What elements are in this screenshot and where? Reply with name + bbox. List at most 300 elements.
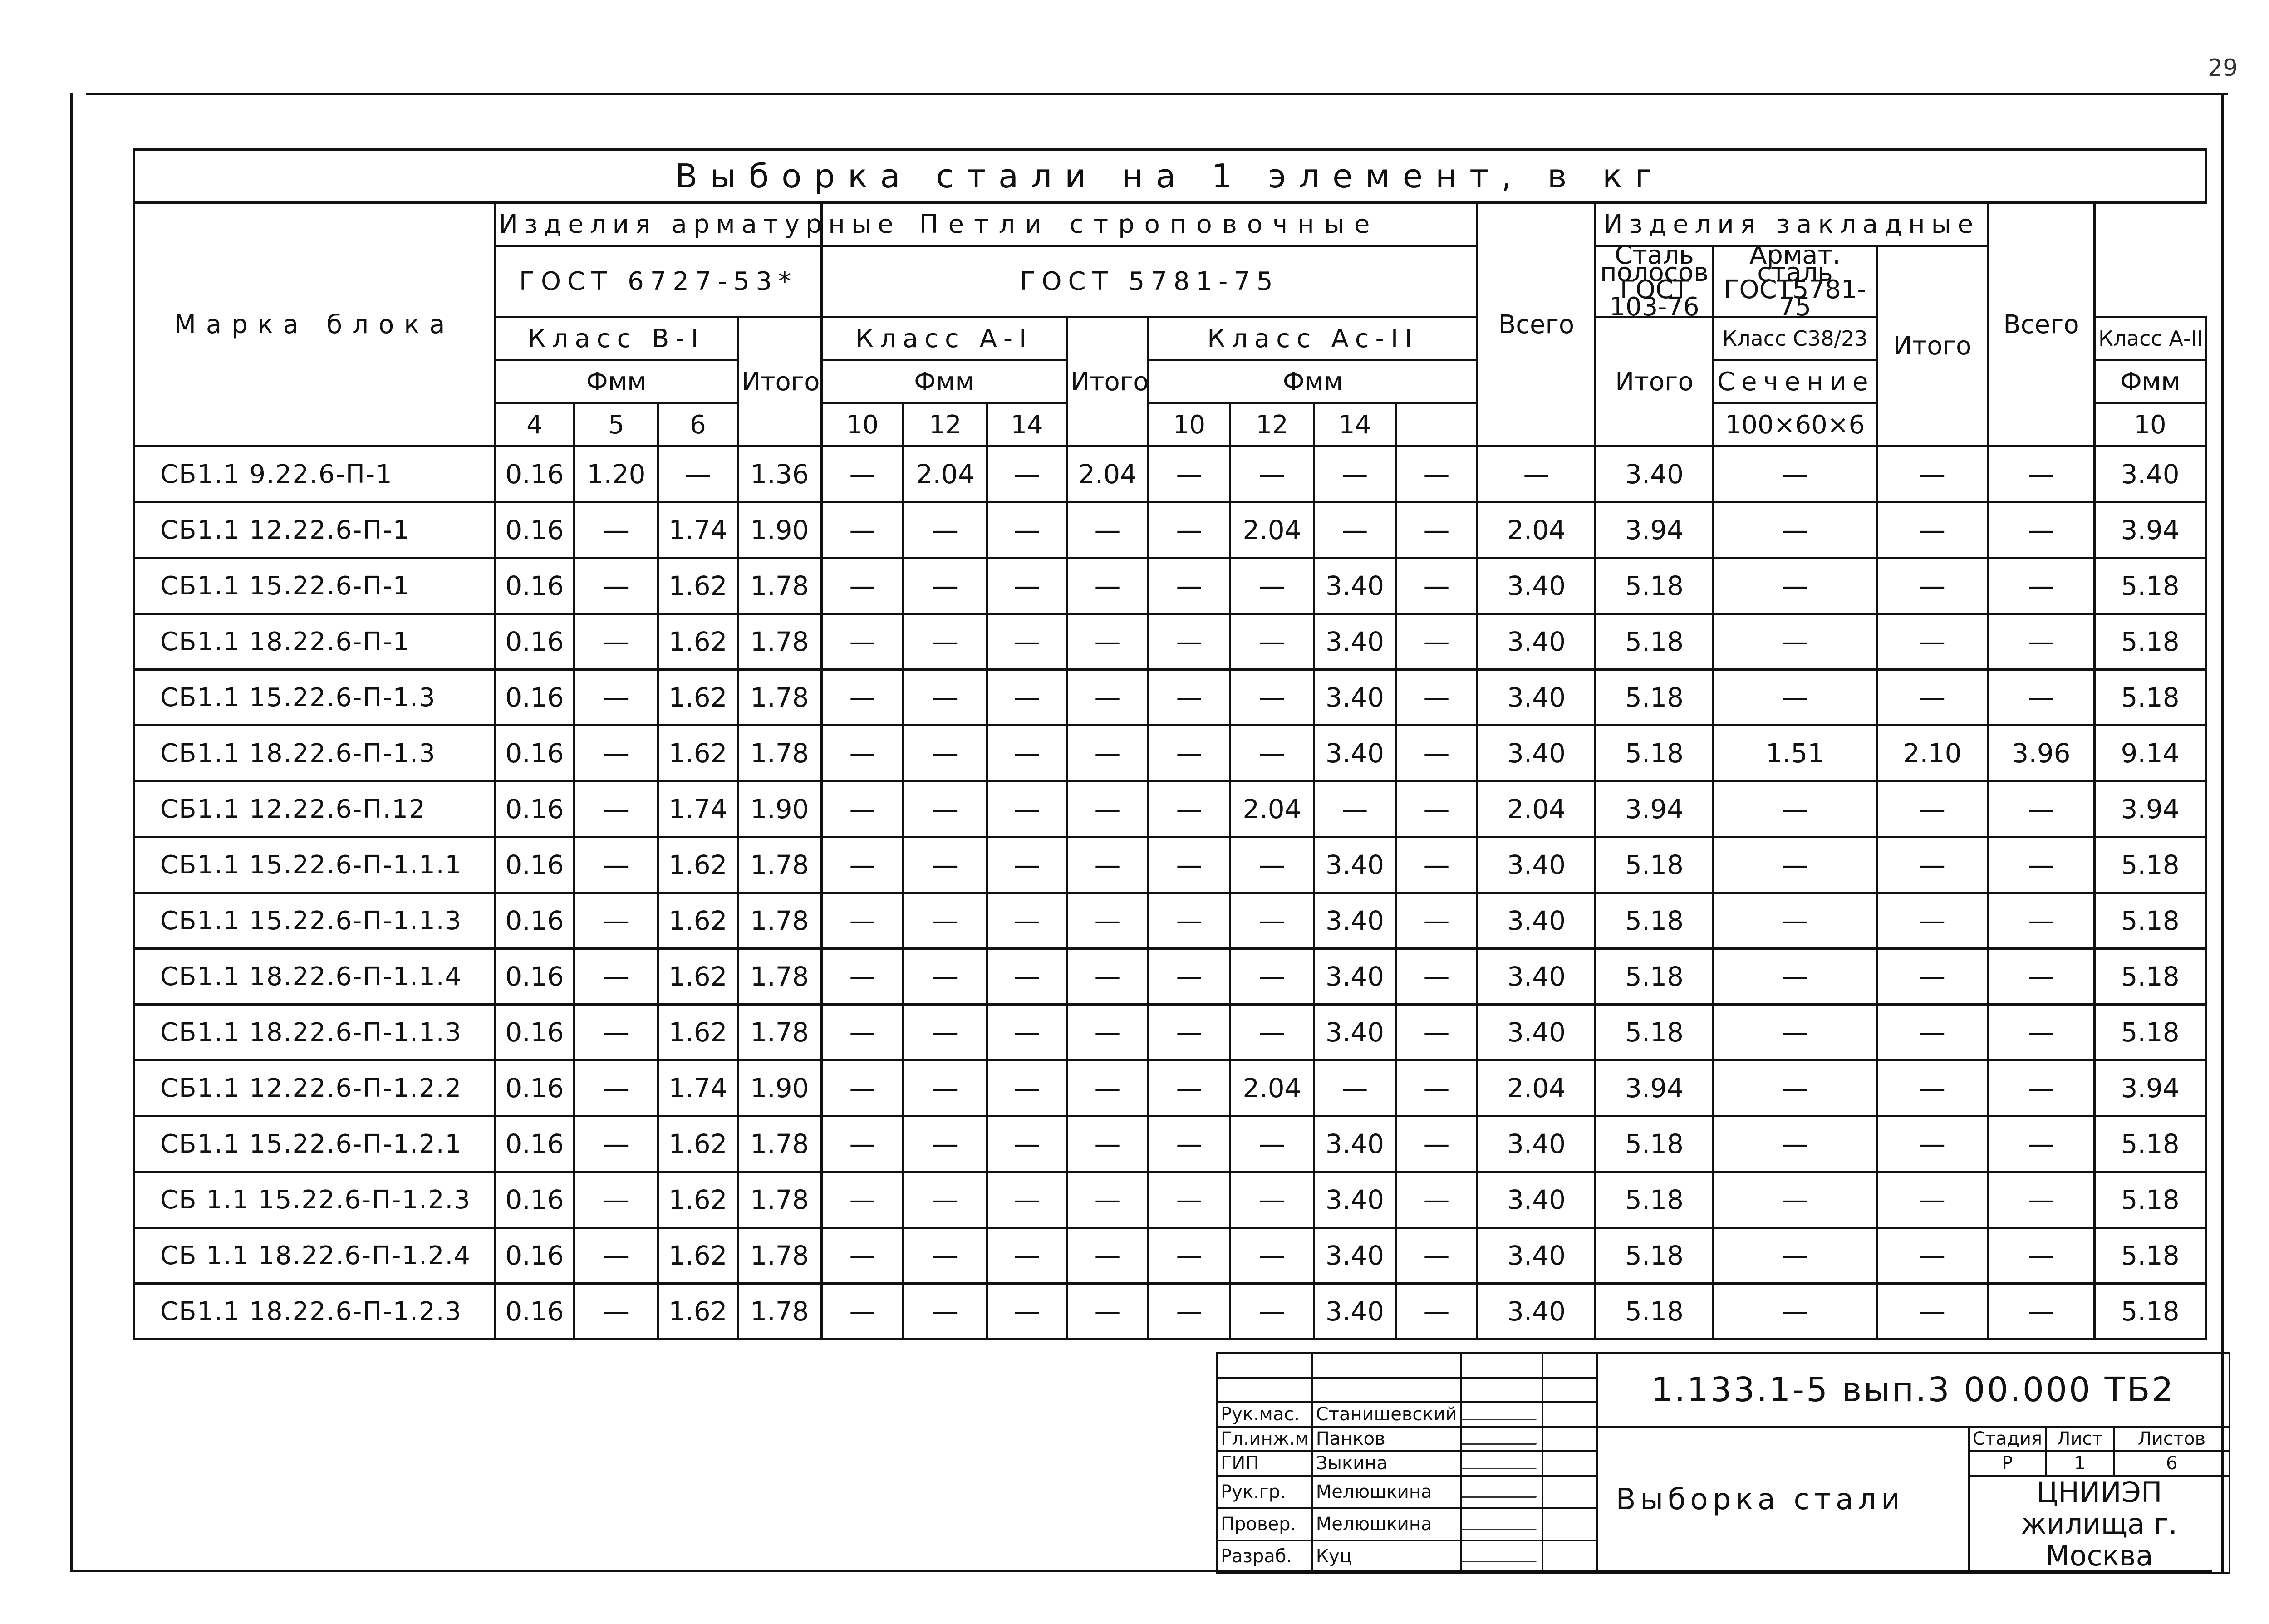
value-cell: — [575, 1060, 658, 1116]
value-cell: 3.40 [1478, 558, 1596, 614]
signature [1461, 1402, 1542, 1427]
value-cell: 1.62 [658, 1284, 738, 1339]
value-cell: 1.90 [738, 781, 822, 837]
value-cell: 3.40 [1596, 446, 1714, 502]
value-cell: — [1988, 1116, 2095, 1172]
value-cell: 3.94 [2095, 781, 2206, 837]
value-cell: — [1714, 446, 1877, 502]
header-section-value: 100×60×6 [1714, 403, 1877, 446]
value-cell: 3.94 [2095, 502, 2206, 558]
value-cell: 1.74 [658, 502, 738, 558]
value-cell: — [987, 558, 1067, 614]
value-cell: 3.40 [1314, 614, 1396, 670]
block-mark-cell: СБ1.1 15.22.6-П-1.2.1 [134, 1116, 495, 1172]
value-cell: — [1149, 949, 1230, 1005]
value-cell: — [1314, 1060, 1396, 1116]
value-cell: — [1396, 1228, 1478, 1284]
value-cell: 3.40 [1314, 1005, 1396, 1060]
value-cell: — [1067, 1172, 1149, 1228]
value-cell: 5.18 [2095, 893, 2206, 949]
sheets-value: 6 [2114, 1451, 2230, 1476]
value-cell: 1.62 [658, 670, 738, 726]
block-mark-cell: СБ1.1 18.22.6-П-1.2.3 [134, 1284, 495, 1339]
page-number: 29 [2208, 54, 2238, 82]
value-cell: — [987, 1060, 1067, 1116]
value-cell: 1.36 [738, 446, 822, 502]
value-cell: — [1230, 670, 1314, 726]
document-code: 1.133.1-5 вып.3 00.000 ТБ2 [1597, 1353, 2230, 1427]
value-cell: 1.78 [738, 1228, 822, 1284]
value-cell: — [658, 446, 738, 502]
block-mark-cell: СБ 1.1 15.22.6-П-1.2.3 [134, 1172, 495, 1228]
value-cell: — [1230, 1284, 1314, 1339]
value-cell: — [1714, 837, 1877, 893]
value-cell: 5.18 [1596, 670, 1714, 726]
value-cell: 3.40 [1314, 670, 1396, 726]
value-cell: 5.18 [2095, 558, 2206, 614]
value-cell: — [1877, 837, 1988, 893]
value-cell: 1.51 [1714, 726, 1877, 781]
frame-left-line [70, 93, 73, 1572]
role-name: Мелюшкина [1312, 1508, 1461, 1540]
sheet-label: Лист [2046, 1427, 2114, 1451]
role-label: Гл.инж.м [1217, 1427, 1312, 1451]
value-cell: — [1396, 726, 1478, 781]
value-cell: 1.62 [658, 893, 738, 949]
value-cell: — [575, 781, 658, 837]
table-row [134, 670, 2206, 726]
value-cell: — [1149, 614, 1230, 670]
value-cell: — [1877, 949, 1988, 1005]
title-block [1216, 1352, 2230, 1574]
value-cell: 1.62 [658, 1005, 738, 1060]
value-cell: 2.04 [1230, 502, 1314, 558]
value-cell: — [1714, 558, 1877, 614]
value-cell: — [822, 1172, 904, 1228]
value-cell: — [1067, 1284, 1149, 1339]
header-phi-embedded: Фмм [2095, 360, 2206, 403]
organization: ЦНИИЭП жилища г. Москва [1969, 1476, 2230, 1573]
value-cell: — [1067, 1228, 1149, 1284]
block-mark-cell: СБ1.1 12.22.6-П-1 [134, 502, 495, 558]
value-cell: 5.18 [2095, 1116, 2206, 1172]
value-cell: — [1230, 949, 1314, 1005]
value-cell: — [822, 1005, 904, 1060]
value-cell: — [1714, 949, 1877, 1005]
value-cell: — [1478, 446, 1596, 502]
value-cell: 3.40 [1478, 1228, 1596, 1284]
value-cell: 1.78 [738, 837, 822, 893]
value-cell: — [1714, 1284, 1877, 1339]
value-cell: 3.40 [1478, 670, 1596, 726]
sheets-label: Листов [2114, 1427, 2230, 1451]
value-cell: 1.78 [738, 893, 822, 949]
value-cell: — [1877, 558, 1988, 614]
value-cell: — [1396, 1284, 1478, 1339]
value-cell: 0.16 [495, 614, 575, 670]
role-label: Разраб. [1217, 1541, 1312, 1573]
value-cell: — [822, 558, 904, 614]
header-class-ac2: Класс Ас-II [1149, 317, 1478, 360]
value-cell: 1.74 [658, 781, 738, 837]
signature [1461, 1427, 1542, 1451]
signature [1461, 1451, 1542, 1476]
value-cell: — [1988, 1284, 2095, 1339]
value-cell: 5.18 [2095, 1172, 2206, 1228]
value-cell: — [904, 502, 987, 558]
value-cell: 9.14 [2095, 726, 2206, 781]
value-cell: 5.18 [1596, 1005, 1714, 1060]
value-cell: — [904, 893, 987, 949]
value-cell: — [1988, 558, 2095, 614]
header-class-a2: Класс А-II [2095, 317, 2206, 360]
value-cell: 5.18 [2095, 1228, 2206, 1284]
value-cell: — [1877, 781, 1988, 837]
value-cell: — [575, 726, 658, 781]
table-row [134, 726, 2206, 781]
value-cell: 0.16 [495, 949, 575, 1005]
value-cell: 3.40 [1478, 949, 1596, 1005]
value-cell: — [1067, 726, 1149, 781]
role-name: Станишевский [1312, 1402, 1461, 1427]
role-label: Рук.гр. [1217, 1476, 1312, 1508]
value-cell: — [1714, 614, 1877, 670]
value-cell: — [822, 1060, 904, 1116]
value-cell: — [822, 949, 904, 1005]
value-cell: 1.78 [738, 558, 822, 614]
value-cell: — [1396, 1172, 1478, 1228]
signature [1461, 1508, 1542, 1540]
value-cell: 2.10 [1877, 726, 1988, 781]
block-mark-cell: СБ1.1 18.22.6-П-1 [134, 614, 495, 670]
value-cell: — [575, 670, 658, 726]
value-cell: 0.16 [495, 558, 575, 614]
stamp-blank [1542, 1353, 1597, 1378]
value-cell: — [1067, 949, 1149, 1005]
value-cell: 3.40 [1478, 1005, 1596, 1060]
value-cell: — [1396, 670, 1478, 726]
value-cell: — [1988, 1005, 2095, 1060]
value-cell: — [1877, 1228, 1988, 1284]
value-cell: 0.16 [495, 1116, 575, 1172]
value-cell: — [1877, 1284, 1988, 1339]
value-cell: — [987, 446, 1067, 502]
value-cell: — [575, 837, 658, 893]
role-name: Мелюшкина [1312, 1476, 1461, 1508]
value-cell: — [1230, 837, 1314, 893]
value-cell: — [1149, 558, 1230, 614]
value-cell: — [1067, 502, 1149, 558]
block-mark-cell: СБ1.1 15.22.6-П-1.1.3 [134, 893, 495, 949]
value-cell: — [575, 614, 658, 670]
value-cell: 3.40 [1314, 893, 1396, 949]
value-cell: — [904, 781, 987, 837]
value-cell: 1.78 [738, 726, 822, 781]
value-cell: 2.04 [1230, 1060, 1314, 1116]
value-cell: 0.16 [495, 1284, 575, 1339]
block-mark-cell: СБ 1.1 18.22.6-П-1.2.4 [134, 1228, 495, 1284]
value-cell: 3.40 [1314, 1228, 1396, 1284]
value-cell: 1.78 [738, 1172, 822, 1228]
value-cell: — [1230, 614, 1314, 670]
value-cell: — [1988, 837, 2095, 893]
header-loops: Петли строповочные [822, 203, 1478, 246]
value-cell: 1.62 [658, 1116, 738, 1172]
value-cell: 0.16 [495, 1005, 575, 1060]
value-cell: — [1149, 1116, 1230, 1172]
value-cell: — [987, 1284, 1067, 1339]
value-cell: — [987, 837, 1067, 893]
value-cell: — [987, 949, 1067, 1005]
block-mark-cell: СБ1.1 15.22.6-П-1.1.1 [134, 837, 495, 893]
table-title: Выборка стали на 1 элемент, в кг [134, 150, 2206, 203]
header-phi-a1: Фмм [822, 360, 1067, 403]
value-cell: — [1067, 614, 1149, 670]
role-label: Провер. [1217, 1508, 1312, 1540]
value-cell: — [904, 1005, 987, 1060]
value-cell: 3.94 [2095, 1060, 2206, 1116]
value-cell: — [987, 781, 1067, 837]
role-label: ГИП [1217, 1451, 1312, 1476]
value-cell: — [822, 837, 904, 893]
value-cell: — [1988, 1172, 2095, 1228]
header-d14-a1: 14 [987, 403, 1067, 446]
header-d10-embedded: 10 [2095, 403, 2206, 446]
role-name: Куц [1312, 1541, 1461, 1573]
header-total: Всего [1988, 203, 2095, 446]
value-cell: — [1149, 502, 1230, 558]
value-cell: — [1988, 614, 2095, 670]
table-row [134, 1060, 2206, 1116]
value-cell: — [1149, 837, 1230, 893]
value-cell: — [1230, 1005, 1314, 1060]
table-row [134, 781, 2206, 837]
value-cell: — [987, 726, 1067, 781]
value-cell: — [1149, 893, 1230, 949]
value-cell: — [1396, 446, 1478, 502]
value-cell: — [1877, 614, 1988, 670]
table-row [134, 893, 2206, 949]
value-cell: 3.40 [1314, 1284, 1396, 1339]
value-cell: 1.62 [658, 837, 738, 893]
value-cell: — [1149, 446, 1230, 502]
value-cell: — [1988, 893, 2095, 949]
value-cell: — [904, 1060, 987, 1116]
value-cell: 1.78 [738, 614, 822, 670]
value-cell: — [987, 1005, 1067, 1060]
value-cell: — [1877, 670, 1988, 726]
stamp-blank [1312, 1353, 1461, 1378]
value-cell: — [1714, 781, 1877, 837]
value-cell: — [1230, 1116, 1314, 1172]
role-name: Зыкина [1312, 1451, 1461, 1476]
value-cell: — [822, 1116, 904, 1172]
value-cell: — [1988, 949, 2095, 1005]
block-mark-cell: СБ1.1 15.22.6-П-1.3 [134, 670, 495, 726]
header-empty-ac2 [1396, 403, 1478, 446]
stamp-blank [1542, 1508, 1597, 1540]
value-cell: — [1314, 446, 1396, 502]
value-cell: 3.40 [1478, 614, 1596, 670]
header-fittings: Изделия арматурные [495, 203, 822, 246]
value-cell: 1.62 [658, 1228, 738, 1284]
value-cell: 3.40 [1314, 1116, 1396, 1172]
value-cell: — [1714, 1116, 1877, 1172]
value-cell: — [1149, 781, 1230, 837]
value-cell: 5.18 [1596, 1228, 1714, 1284]
value-cell: 3.40 [1314, 949, 1396, 1005]
value-cell: — [1396, 558, 1478, 614]
block-mark-cell: СБ1.1 12.22.6-П.12 [134, 781, 495, 837]
value-cell: — [1396, 781, 1478, 837]
value-cell: — [1877, 502, 1988, 558]
sheet-value: 1 [2046, 1451, 2114, 1476]
value-cell: 3.40 [1314, 726, 1396, 781]
stamp-blank [1217, 1353, 1312, 1378]
header-loops-gost: ГОСТ 5781-75 [822, 246, 1478, 317]
value-cell: — [822, 670, 904, 726]
value-cell: — [1230, 446, 1314, 502]
value-cell: 2.04 [1478, 781, 1596, 837]
value-cell: 1.78 [738, 670, 822, 726]
header-fittings-itogo: Итого [738, 317, 822, 446]
value-cell: — [1067, 1060, 1149, 1116]
stamp-blank [1542, 1427, 1597, 1451]
value-cell: — [1396, 1060, 1478, 1116]
value-cell: — [822, 446, 904, 502]
value-cell: — [904, 614, 987, 670]
value-cell: — [987, 1228, 1067, 1284]
stamp-blank [1461, 1378, 1542, 1402]
header-d10-a1: 10 [822, 403, 904, 446]
value-cell: 1.78 [738, 1284, 822, 1339]
value-cell: 5.18 [1596, 893, 1714, 949]
header-armat-steel: Армат. сталь ГОСТ5781-75 [1714, 246, 1877, 317]
value-cell: 0.16 [495, 726, 575, 781]
value-cell: — [1877, 446, 1988, 502]
value-cell: 5.18 [2095, 670, 2206, 726]
value-cell: — [1067, 781, 1149, 837]
value-cell: — [904, 558, 987, 614]
value-cell: 3.94 [1596, 781, 1714, 837]
value-cell: — [1988, 781, 2095, 837]
value-cell: — [822, 614, 904, 670]
value-cell: — [904, 837, 987, 893]
value-cell: — [1877, 1005, 1988, 1060]
value-cell: — [1714, 502, 1877, 558]
value-cell: — [1149, 1060, 1230, 1116]
value-cell: 1.62 [658, 1172, 738, 1228]
header-class-a1: Класс А-I [822, 317, 1067, 360]
value-cell: 0.16 [495, 670, 575, 726]
value-cell: 3.40 [1478, 1116, 1596, 1172]
value-cell: — [1988, 446, 2095, 502]
value-cell: — [1149, 1228, 1230, 1284]
value-cell: 5.18 [1596, 726, 1714, 781]
value-cell: — [1230, 893, 1314, 949]
header-phi-b1: Фмм [495, 360, 738, 403]
value-cell: 2.04 [1067, 446, 1149, 502]
stamp-blank [1542, 1451, 1597, 1476]
value-cell: — [1396, 614, 1478, 670]
value-cell: — [1230, 726, 1314, 781]
value-cell: — [1314, 502, 1396, 558]
value-cell: — [1877, 1116, 1988, 1172]
value-cell: — [1067, 893, 1149, 949]
value-cell: — [1877, 893, 1988, 949]
header-mark: Марка блока [134, 203, 495, 446]
value-cell: 5.18 [1596, 1116, 1714, 1172]
value-cell: 0.16 [495, 1228, 575, 1284]
table-row [134, 949, 2206, 1005]
value-cell: — [904, 726, 987, 781]
sheet-title: Выборка стали [1597, 1427, 1969, 1573]
value-cell: 3.40 [2095, 446, 2206, 502]
value-cell: — [1067, 1005, 1149, 1060]
value-cell: 1.62 [658, 614, 738, 670]
value-cell: — [987, 670, 1067, 726]
header-strip-steel: Сталь полосов ГОСТ 103-76 [1596, 246, 1714, 317]
value-cell: 5.18 [1596, 558, 1714, 614]
value-cell: — [1396, 1116, 1478, 1172]
value-cell: — [1314, 781, 1396, 837]
frame-right-line [2221, 93, 2224, 1572]
value-cell: 5.18 [1596, 1284, 1714, 1339]
block-mark-cell: СБ1.1 9.22.6-П-1 [134, 446, 495, 502]
steel-selection-table [133, 148, 2207, 1340]
value-cell: — [575, 949, 658, 1005]
value-cell: — [1714, 1228, 1877, 1284]
value-cell: 3.94 [1596, 502, 1714, 558]
value-cell: 1.20 [575, 446, 658, 502]
stage-label: Стадия [1969, 1427, 2046, 1451]
value-cell: — [1714, 1172, 1877, 1228]
stamp-blank [1461, 1353, 1542, 1378]
value-cell: 0.16 [495, 502, 575, 558]
value-cell: — [904, 949, 987, 1005]
value-cell: 1.90 [738, 502, 822, 558]
table-row [134, 1116, 2206, 1172]
block-mark-cell: СБ1.1 18.22.6-П-1.3 [134, 726, 495, 781]
value-cell: — [1988, 1228, 2095, 1284]
stamp-blank [1217, 1378, 1312, 1402]
stamp-blank [1312, 1378, 1461, 1402]
value-cell: — [1067, 558, 1149, 614]
value-cell: — [1149, 670, 1230, 726]
block-mark-cell: СБ1.1 18.22.6-П-1.1.3 [134, 1005, 495, 1060]
value-cell: — [1714, 893, 1877, 949]
block-mark-cell: СБ1.1 12.22.6-П-1.2.2 [134, 1060, 495, 1116]
value-cell: 3.96 [1988, 726, 2095, 781]
value-cell: — [1067, 670, 1149, 726]
value-cell: — [575, 502, 658, 558]
value-cell: 5.18 [2095, 1284, 2206, 1339]
value-cell: 5.18 [2095, 1005, 2206, 1060]
table-row [134, 837, 2206, 893]
value-cell: — [1230, 558, 1314, 614]
value-cell: — [1396, 502, 1478, 558]
value-cell: — [822, 1228, 904, 1284]
value-cell: — [575, 1284, 658, 1339]
value-cell: 5.18 [2095, 949, 2206, 1005]
value-cell: — [987, 1116, 1067, 1172]
value-cell: 3.40 [1478, 893, 1596, 949]
header-d10-ac2: 10 [1149, 403, 1230, 446]
role-name: Панков [1312, 1427, 1461, 1451]
role-label: Рук.мас. [1217, 1402, 1312, 1427]
value-cell: — [904, 1116, 987, 1172]
value-cell: — [904, 1172, 987, 1228]
